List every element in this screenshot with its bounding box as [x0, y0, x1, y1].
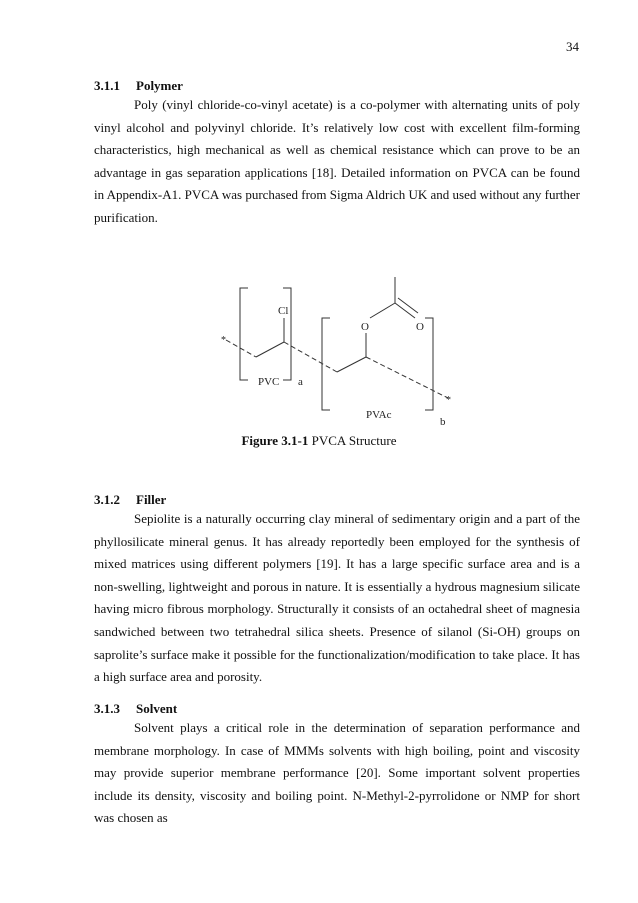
pvac-right-bracket [425, 318, 433, 410]
section-title: Solvent [136, 701, 178, 716]
paragraph-text: Solvent plays a critical role in the determination of separation performance and membrane morphology. In case of MMMs solvents with high boiling, point and viscosity may provide superior membrane performance [20]. Some important solvent properties include its density, viscosity and boiling point. N-Methyl-2-pyrrolidone or NMP for short was chosen as [94, 720, 580, 826]
section-paragraph-solvent [94, 717, 580, 830]
page-number: 34 [566, 39, 579, 54]
section-paragraph-filler [94, 508, 580, 689]
chlorine-label: Cl [278, 305, 289, 317]
subscript-a-label: a [298, 376, 303, 388]
figure-caption-label: Figure 3.1-1 [241, 433, 309, 448]
section-number: 3.1.2 [94, 492, 120, 507]
acetate-bond [370, 303, 395, 318]
section-number: 3.1.1 [94, 78, 120, 93]
subscript-b-label: b [440, 416, 446, 428]
paragraph-text: Sepiolite is a naturally occurring clay mineral of sedimentary origin and a part of the phyllosilicate mineral genus. It has already reportedly been employed for the synthesis of mixed matrices using different polymers [19]. It has a large specific surface area and is a non-swelling, lightweight and porous in nature. It is essentially a hydrous magnesium silicate having micro fibrous morphology. Structurally it consists of an octahedral sheet of magnesia sandwiched between two tetrahedral silica sheets. Presence of silanol (Si-OH) groups on saprolite’s surface make it possible for the functionalization/modification to take place. It has a high surface area and porosity. [94, 511, 580, 685]
section-title: Polymer [136, 78, 183, 93]
carbonyl-bond [395, 303, 415, 318]
figure-caption-text: PVCA Structure [308, 433, 397, 448]
backbone-bond [256, 342, 284, 357]
paragraph-text: Poly (vinyl chloride-co-vinyl acetate) is a co-polymer with alternating units of poly vinyl alcohol and polyvinyl chloride. It’s relatively low cost with excellent film-forming characteristics, high mechanical as well as chemical resistance which can prove to be an advantage in gas separation applications [18]. Detailed information on PVCA can be found in Appendix-A1. PVCA was purchased from Sigma Aldrich UK and used without any further purification. [94, 97, 580, 225]
star-left-label: * [221, 335, 226, 346]
section-number: 3.1.3 [94, 701, 120, 716]
section-heading-solvent [94, 701, 177, 717]
pvac-label: PVAc [366, 409, 392, 421]
carbonyl-bond [398, 298, 418, 313]
star-right-label: * [446, 395, 451, 406]
oxygen-right-label: O [416, 321, 424, 333]
dashed-backbone [226, 340, 448, 398]
figure-caption [0, 433, 638, 449]
pvc-label: PVC [258, 376, 280, 388]
pvc-left-bracket [240, 288, 248, 380]
oxygen-left-label: O [361, 321, 369, 333]
section-heading-filler [94, 492, 166, 508]
backbone-bond [337, 357, 366, 372]
section-title: Filler [136, 492, 167, 507]
